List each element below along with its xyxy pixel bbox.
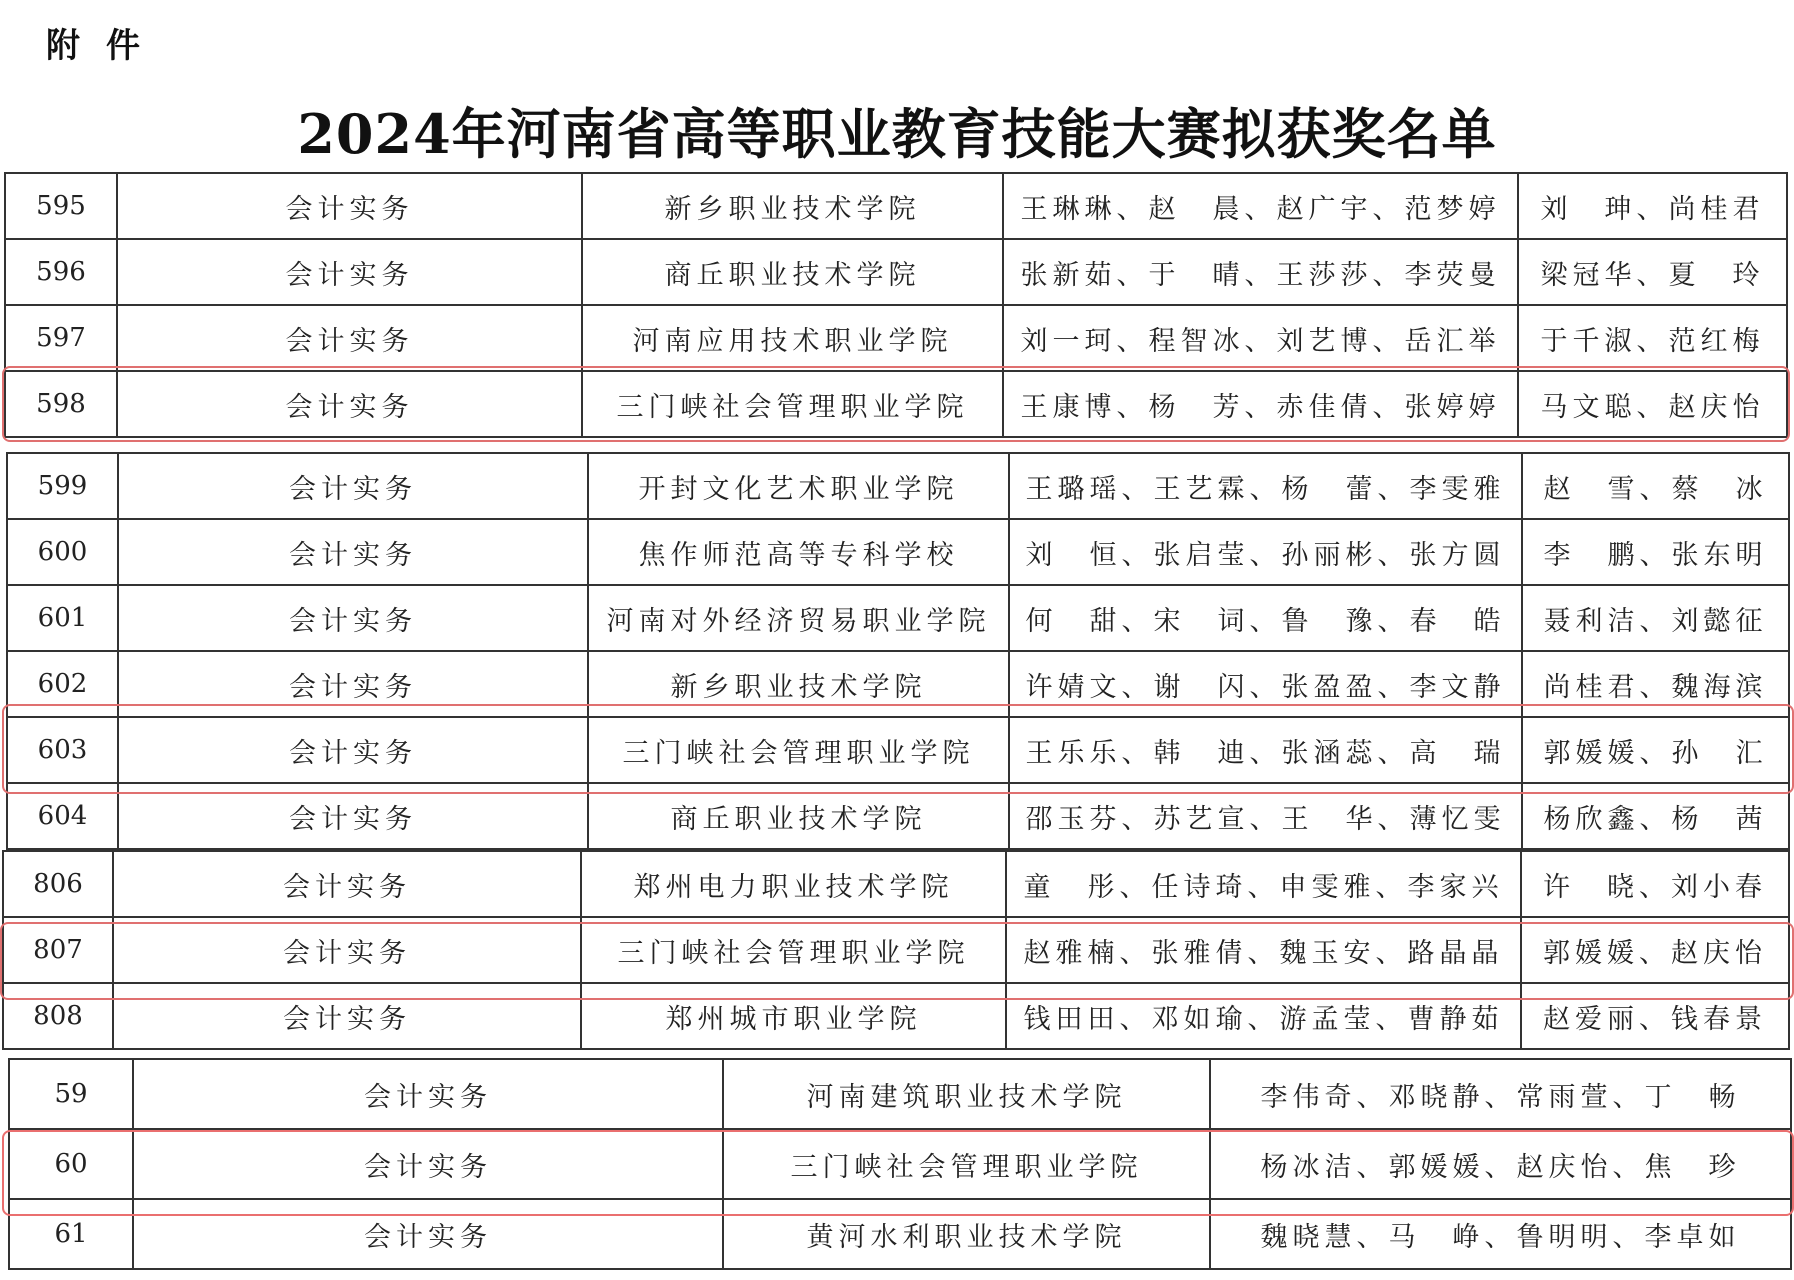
row-number-cell: 806 (3, 851, 113, 917)
table-row (7, 453, 1789, 519)
students-cell: 李伟奇、邓晓静、常雨萱、丁 畅 (1210, 1059, 1791, 1129)
award-table-section-2 (6, 452, 1790, 850)
row-number-cell: 598 (5, 371, 117, 437)
event-cell: 会计实务 (117, 371, 582, 437)
instructors-cell: 梁冠华、夏 玲 (1518, 239, 1787, 305)
event-cell: 会计实务 (133, 1129, 723, 1199)
row-number-cell: 597 (5, 305, 117, 371)
students-cell: 王琳琳、赵 晨、赵广宇、范梦婷 (1003, 173, 1518, 239)
school-cell: 开封文化艺术职业学院 (588, 453, 1009, 519)
instructors-cell: 于千淑、范红梅 (1518, 305, 1787, 371)
row-number-cell: 808 (3, 983, 113, 1049)
event-cell: 会计实务 (118, 717, 588, 783)
school-cell: 河南建筑职业技术学院 (723, 1059, 1210, 1129)
event-cell: 会计实务 (118, 585, 588, 651)
row-number-cell: 600 (7, 519, 118, 585)
event-cell: 会计实务 (113, 851, 581, 917)
table-row (9, 1059, 1791, 1129)
event-cell: 会计实务 (118, 651, 588, 717)
school-cell: 商丘职业技术学院 (582, 239, 1003, 305)
event-cell: 会计实务 (117, 305, 582, 371)
table-row (5, 239, 1787, 305)
event-cell: 会计实务 (118, 519, 588, 585)
table-row (5, 371, 1787, 437)
row-number-cell: 807 (3, 917, 113, 983)
instructors-cell: 尚桂君、魏海滨 (1522, 651, 1789, 717)
row-number-cell: 60 (9, 1129, 133, 1199)
row-number-cell: 603 (7, 717, 118, 783)
instructors-cell: 郭媛媛、孙 汇 (1522, 717, 1789, 783)
table-row (7, 519, 1789, 585)
table-row (3, 917, 1789, 983)
instructors-cell: 许 晓、刘小春 (1521, 851, 1789, 917)
award-table-section-4 (8, 1058, 1792, 1270)
row-number-cell: 601 (7, 585, 118, 651)
school-cell: 三门峡社会管理职业学院 (723, 1129, 1210, 1199)
school-cell: 河南应用技术职业学院 (582, 305, 1003, 371)
award-table-section-3 (2, 850, 1790, 1050)
table-row (7, 585, 1789, 651)
school-cell: 三门峡社会管理职业学院 (588, 717, 1009, 783)
table-row (7, 783, 1789, 849)
instructors-cell: 聂利洁、刘懿征 (1522, 585, 1789, 651)
school-cell: 河南对外经济贸易职业学院 (588, 585, 1009, 651)
row-number-cell: 59 (9, 1059, 133, 1129)
students-cell: 何 甜、宋 词、鲁 豫、春 皓 (1009, 585, 1522, 651)
instructors-cell: 马文聪、赵庆怡 (1518, 371, 1787, 437)
event-cell: 会计实务 (113, 917, 581, 983)
school-cell: 黄河水利职业技术学院 (723, 1199, 1210, 1269)
row-number-cell: 602 (7, 651, 118, 717)
table-row (7, 717, 1789, 783)
table-row (5, 305, 1787, 371)
students-cell: 钱田田、邓如瑜、游孟莹、曹静茹 (1006, 983, 1521, 1049)
students-cell: 张新茹、于 晴、王莎莎、李荧曼 (1003, 239, 1518, 305)
students-cell: 王康博、杨 芳、赤佳倩、张婷婷 (1003, 371, 1518, 437)
instructors-cell: 赵 雪、蔡 冰 (1522, 453, 1789, 519)
school-cell: 郑州电力职业技术学院 (581, 851, 1006, 917)
event-cell: 会计实务 (133, 1199, 723, 1269)
instructors-cell: 李 鹏、张东明 (1522, 519, 1789, 585)
row-number-cell: 596 (5, 239, 117, 305)
school-cell: 新乡职业技术学院 (582, 173, 1003, 239)
row-number-cell: 604 (7, 783, 118, 849)
event-cell: 会计实务 (118, 783, 588, 849)
students-cell: 王乐乐、韩 迪、张涵蕊、高 瑞 (1009, 717, 1522, 783)
table-row (3, 983, 1789, 1049)
school-cell: 三门峡社会管理职业学院 (582, 371, 1003, 437)
event-cell: 会计实务 (133, 1059, 723, 1129)
table-row (7, 651, 1789, 717)
students-cell: 邵玉芬、苏艺宣、王 华、薄忆雯 (1009, 783, 1522, 849)
table-row (5, 173, 1787, 239)
table-row (9, 1199, 1791, 1269)
table-row (3, 851, 1789, 917)
instructors-cell: 刘 珅、尚桂君 (1518, 173, 1787, 239)
school-cell: 三门峡社会管理职业学院 (581, 917, 1006, 983)
students-cell: 童 彤、任诗琦、申雯雅、李家兴 (1006, 851, 1521, 917)
award-table-section-1 (4, 172, 1788, 438)
table-row (9, 1129, 1791, 1199)
event-cell: 会计实务 (117, 239, 582, 305)
event-cell: 会计实务 (117, 173, 582, 239)
attachment-label: 附件 (46, 26, 166, 66)
students-cell: 刘 恒、张启莹、孙丽彬、张方圆 (1009, 519, 1522, 585)
school-cell: 新乡职业技术学院 (588, 651, 1009, 717)
school-cell: 郑州城市职业学院 (581, 983, 1006, 1049)
event-cell: 会计实务 (118, 453, 588, 519)
instructors-cell: 杨欣鑫、杨 茜 (1522, 783, 1789, 849)
row-number-cell: 599 (7, 453, 118, 519)
row-number-cell: 595 (5, 173, 117, 239)
school-cell: 焦作师范高等专科学校 (588, 519, 1009, 585)
row-number-cell: 61 (9, 1199, 133, 1269)
students-cell: 魏晓慧、马 峥、鲁明明、李卓如 (1210, 1199, 1791, 1269)
students-cell: 赵雅楠、张雅倩、魏玉安、路晶晶 (1006, 917, 1521, 983)
students-cell: 刘一珂、程智冰、刘艺博、岳汇举 (1003, 305, 1518, 371)
school-cell: 商丘职业技术学院 (588, 783, 1009, 849)
instructors-cell: 郭媛媛、赵庆怡 (1521, 917, 1789, 983)
event-cell: 会计实务 (113, 983, 581, 1049)
students-cell: 许婧文、谢 闪、张盈盈、李文静 (1009, 651, 1522, 717)
students-cell: 王璐瑶、王艺霖、杨 蕾、李雯雅 (1009, 453, 1522, 519)
students-cell: 杨冰洁、郭媛媛、赵庆怡、焦 珍 (1210, 1129, 1791, 1199)
instructors-cell: 赵爱丽、钱春景 (1521, 983, 1789, 1049)
page-title: 2024年河南省高等职业教育技能大赛拟获奖名单 (297, 102, 1497, 166)
